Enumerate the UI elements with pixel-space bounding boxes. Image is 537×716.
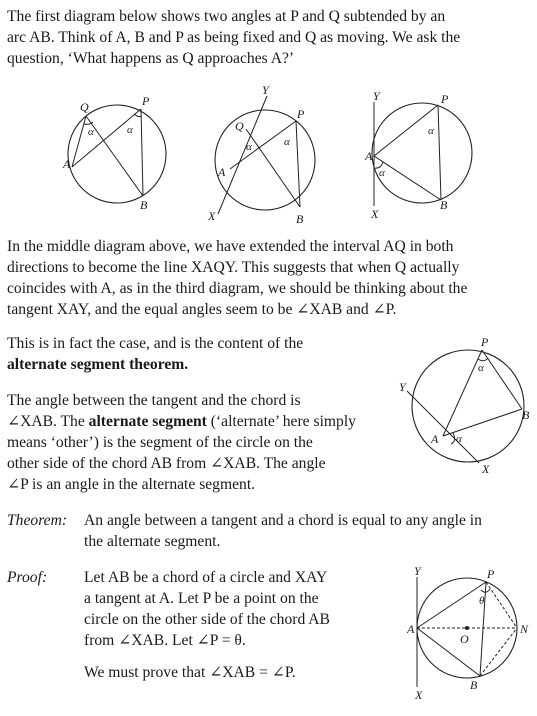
intro-line-1: The first diagram below shows two angles at P and Q subtended by an: [7, 8, 446, 25]
intro-line-2: arc AB. Think of A, B and P as being fixed and Q as moving. We ask the: [7, 29, 461, 46]
label-B: B: [140, 198, 148, 212]
angle-line-5: ∠P is an angle in the alternate segment.: [7, 476, 256, 493]
label-theta-5: θ: [479, 595, 485, 607]
theorem-label: Theorem:: [7, 512, 68, 529]
angle-mark-P-4: [478, 358, 488, 361]
figure-4-alternate-segment: [393, 333, 533, 481]
middle-line-1: In the middle diagram above, we have extended the interval AQ in both: [7, 238, 454, 255]
chord-PB-4: [482, 350, 522, 409]
figure-2-extended-line: [200, 82, 340, 227]
theorem-line-2: the alternate segment.: [84, 533, 221, 550]
chord-AP-4: [443, 350, 482, 436]
label-X-3: X: [371, 207, 379, 221]
figure-1-two-angles: [60, 92, 180, 217]
proof-label: Proof:: [7, 569, 48, 586]
chord-QB-2: [246, 129, 300, 207]
label-P: P: [142, 94, 150, 108]
label-A-3: A: [365, 149, 373, 163]
label-X-2: X: [208, 209, 216, 223]
label-alpha-A-3: α: [379, 167, 385, 179]
label-A-4: A: [431, 432, 439, 446]
fact-paragraph: [7, 333, 303, 375]
label-alpha-P: α: [127, 124, 133, 136]
label-P-3: P: [441, 92, 449, 106]
label-X-4: X: [482, 462, 490, 476]
label-P-4: P: [481, 335, 489, 349]
proof-line-3: circle on the other side of the chord AB: [84, 611, 330, 628]
proof-line-1: Let AB be a chord of a circle and XAY: [84, 569, 328, 586]
middle-line-4: tangent XAY, and the equal angles seem to be ∠XAB and ∠P.: [7, 301, 397, 318]
middle-line-2: directions to become the line XAQY. This suggests that when Q actually: [7, 259, 460, 276]
circle-2: [215, 110, 315, 210]
circle-1: [68, 105, 166, 203]
label-P-5: P: [487, 567, 495, 581]
angle-line-4: other side of the chord AB from ∠XAB. The angle: [7, 455, 326, 472]
label-B-5: B: [470, 678, 478, 692]
label-X-5: X: [415, 688, 423, 702]
label-Y-3: Y: [373, 89, 380, 103]
chord-AP-5: [417, 582, 486, 628]
theorem-line-1: An angle between a tangent and a chord is equal to any angle in: [84, 512, 482, 529]
label-alpha-P-3: α: [428, 125, 434, 137]
center-dot-O: [465, 626, 469, 630]
middle-line-3: coincides with A, as in the third diagram, we should be thinking about the: [7, 280, 468, 297]
label-alpha-A-4: α: [456, 433, 462, 445]
fact-line-1: This is in fact the case, and is the content of the: [7, 335, 304, 352]
label-A-2: A: [218, 165, 226, 179]
label-Y-4: Y: [399, 380, 406, 394]
label-N-5: N: [520, 622, 529, 636]
label-B-4: B: [522, 408, 530, 422]
proof-line-4: from ∠XAB. Let ∠P = θ.: [84, 632, 246, 649]
label-alpha-P-2: α: [284, 136, 290, 148]
angle-line-3: means ‘other’) is the segment of the circle on the: [7, 434, 313, 451]
dashed-PN: [486, 582, 517, 628]
theorem-statement: [84, 510, 482, 552]
label-B-2: B: [296, 212, 304, 226]
label-A: A: [63, 157, 71, 171]
angle-paragraph: [7, 390, 356, 495]
chord-QB: [86, 116, 143, 196]
alternate-segment-term: alternate segment: [88, 413, 207, 430]
chord-AB-5: [417, 628, 480, 676]
middle-paragraph: [7, 236, 467, 320]
intro-paragraph: [7, 6, 460, 69]
line-XY: [218, 96, 267, 214]
chord-AB-4: [443, 409, 522, 436]
proof-body: [84, 567, 330, 651]
chord-PA: [72, 109, 141, 167]
intro-line-3: question, ‘What happens as Q approaches A?’: [7, 50, 295, 67]
label-Q-2: Q: [235, 119, 244, 133]
label-A-5: A: [407, 622, 415, 636]
label-Y-2: Y: [262, 83, 269, 97]
label-alpha-Q: α: [88, 126, 94, 138]
label-Q: Q: [80, 100, 89, 114]
label-alpha-P-4: α: [478, 362, 484, 374]
proof-conclusion: We must prove that ∠XAB = ∠P.: [84, 664, 296, 681]
proof-line-2: a tangent at A. Let P be a point on the: [84, 590, 319, 607]
angle-mark-P: [134, 114, 141, 117]
fact-theorem-name: alternate segment theorem.: [7, 356, 189, 373]
circle-4: [412, 350, 524, 462]
figure-3-tangent: [355, 88, 480, 223]
label-O-5: O: [460, 632, 469, 646]
figure-5-proof: [400, 563, 537, 703]
chord-PB-3: [438, 105, 441, 200]
angle-line-1: The angle between the tangent and the chord is: [7, 392, 301, 409]
chord-PB: [141, 109, 143, 196]
label-alpha-Q-2: α: [246, 141, 252, 153]
angle-line-2: ∠XAB. The alternate segment (‘alternate’ here simply: [7, 413, 356, 430]
chord-PB-2: [296, 121, 300, 207]
label-Y-5: Y: [414, 564, 421, 578]
label-P-2: P: [297, 107, 305, 121]
label-B-3: B: [440, 198, 448, 212]
